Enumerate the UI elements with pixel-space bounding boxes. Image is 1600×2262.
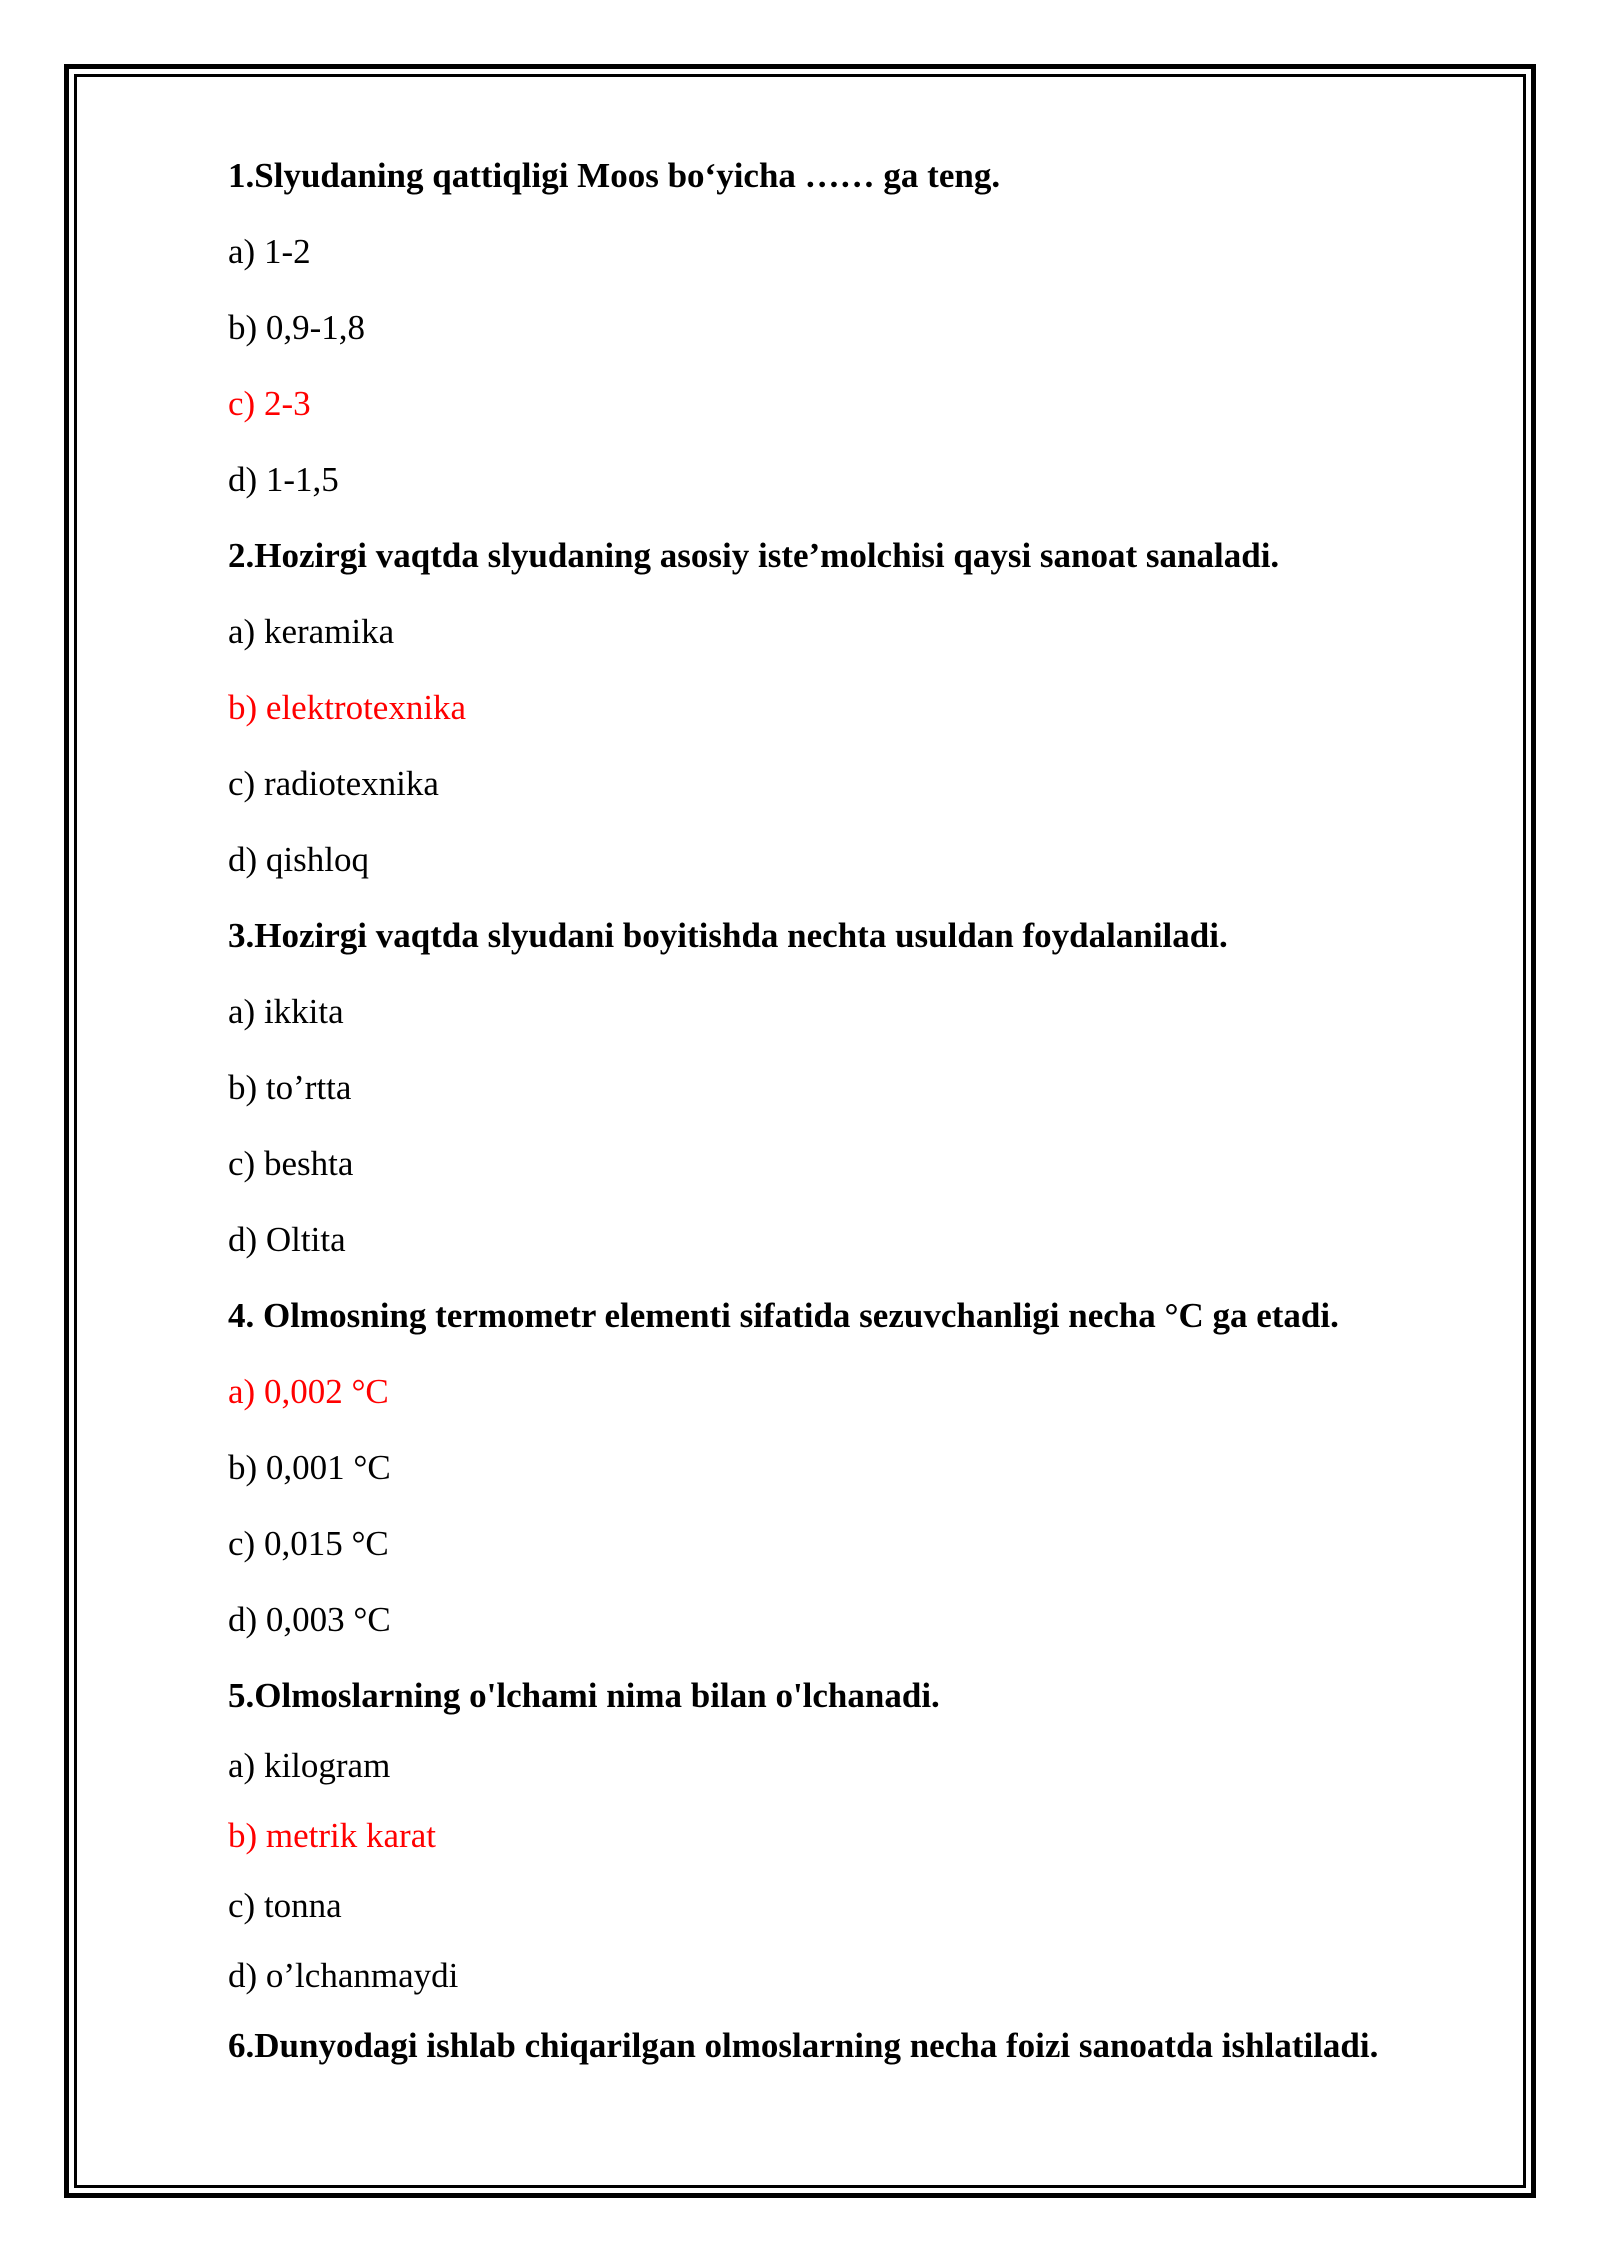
question-1-option-a: a) 1-2 bbox=[228, 232, 311, 271]
question-6-text: 6.Dunyodagi ishlab chiqarilgan olmoslarning necha foizi sanoatda ishlatiladi. bbox=[228, 2026, 1379, 2065]
question-1-option-b: b) 0,9-1,8 bbox=[228, 308, 366, 347]
question-1-option-d: d) 1-1,5 bbox=[228, 460, 339, 499]
question-block-1 bbox=[228, 150, 1488, 506]
question-5-option-b-correct: b) metrik karat bbox=[228, 1816, 436, 1855]
question-2-option-b-correct: b) elektrotexnika bbox=[228, 688, 467, 727]
question-4-option-d: d) 0,003 °C bbox=[228, 1600, 391, 1639]
question-5-option-c: c) tonna bbox=[228, 1886, 342, 1925]
question-2-option-d: d) qishloq bbox=[228, 840, 369, 879]
question-block-6 bbox=[228, 2020, 1488, 2072]
question-2-text: 2.Hozirgi vaqtda slyudaning asosiy iste’molchisi qaysi sanoat sanaladi. bbox=[228, 536, 1280, 575]
question-5-option-a: a) kilogram bbox=[228, 1746, 391, 1785]
question-2-option-c: c) radiotexnika bbox=[228, 764, 439, 803]
question-block-2 bbox=[228, 530, 1488, 886]
question-block-3 bbox=[228, 910, 1488, 1266]
question-1-text: 1.Slyudaning qattiqligi Moos bo‘yicha …… ga teng. bbox=[228, 156, 1001, 195]
question-4-option-c: c) 0,015 °C bbox=[228, 1524, 389, 1563]
question-2-option-a: a) keramika bbox=[228, 612, 395, 651]
question-3-option-c: c) beshta bbox=[228, 1144, 354, 1183]
question-5-text: 5.Olmoslarning o'lchami nima bilan o'lchanadi. bbox=[228, 1676, 940, 1715]
quiz-content bbox=[228, 150, 1488, 2090]
question-block-4 bbox=[228, 1290, 1488, 1646]
question-3-text: 3.Hozirgi vaqtda slyudani boyitishda nechta usuldan foydalaniladi. bbox=[228, 916, 1228, 955]
question-4-option-a-correct: a) 0,002 °C bbox=[228, 1372, 389, 1411]
question-1-option-c-correct: c) 2-3 bbox=[228, 384, 311, 423]
question-3-option-a: a) ikkita bbox=[228, 992, 344, 1031]
question-3-option-b: b) to’rtta bbox=[228, 1068, 352, 1107]
question-5-option-d: d) o’lchanmaydi bbox=[228, 1956, 459, 1995]
question-4-text: 4. Olmosning termometr elementi sifatida sezuvchanligi necha °C ga etadi. bbox=[228, 1296, 1339, 1335]
question-block-5 bbox=[228, 1670, 1488, 2002]
question-3-option-d: d) Oltita bbox=[228, 1220, 346, 1259]
question-4-option-b: b) 0,001 °C bbox=[228, 1448, 391, 1487]
